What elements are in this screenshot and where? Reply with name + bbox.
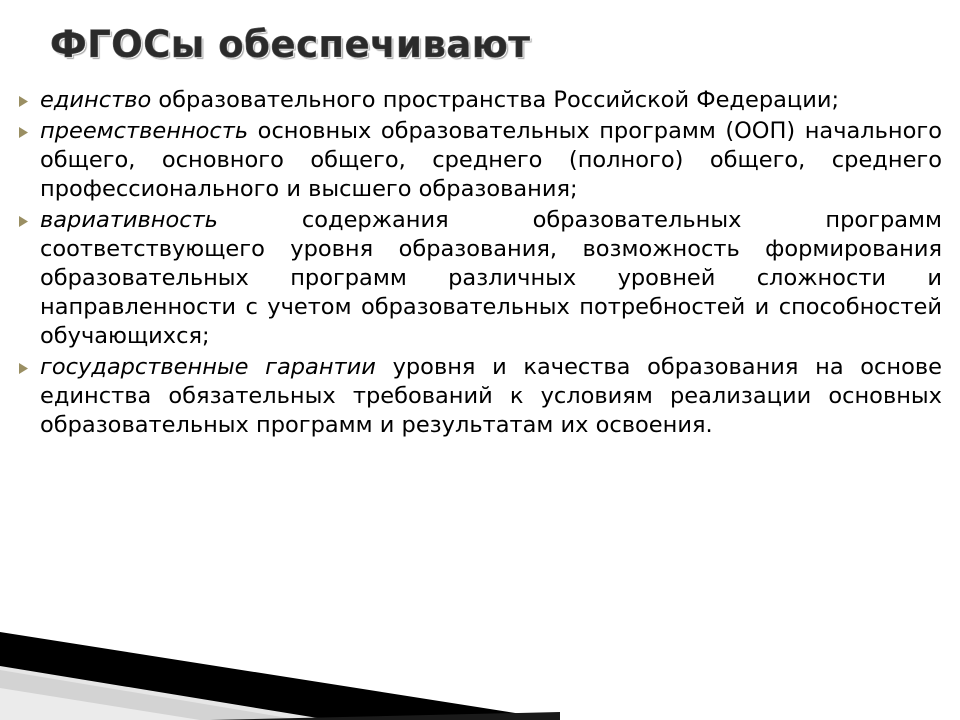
corner-decoration — [0, 570, 560, 720]
list-item-rest: уровня и качества образования на основе единства обязательных требований к условиям реализации основных образовательных программ и результатам их освоения. — [40, 354, 942, 439]
list-item-rest: содержания образовательных программ соответствующего уровня образования, возможность формирования образовательных программ различных уровней сложности и направленности с учетом образовательных потребностей и способностей обучающихся; — [40, 207, 942, 350]
triangle-bullet-icon — [18, 117, 40, 138]
list-item-text — [40, 206, 948, 351]
list-item-lead: преемственность — [40, 118, 249, 145]
bullet-list — [18, 86, 948, 442]
list-item-text — [40, 86, 948, 115]
list-item — [18, 353, 948, 440]
list-item-lead: государственные гарантии — [40, 354, 376, 381]
list-item-text — [40, 353, 948, 440]
list-item-lead: единство — [40, 87, 152, 113]
triangle-bullet-icon — [18, 206, 40, 227]
title-container — [50, 23, 920, 84]
list-item-rest: основных образовательных программ (ООП) начального общего, основного общего, среднего (полного) общего, среднего профессионального и высшего образования; — [40, 118, 942, 203]
list-item — [18, 86, 948, 115]
page-title: ФГОСы обеспечивают — [50, 23, 531, 66]
triangle-bullet-icon — [18, 353, 40, 374]
triangle-bullet-icon — [18, 86, 40, 107]
list-item — [18, 117, 948, 204]
list-item-text — [40, 117, 948, 204]
list-item-rest: образовательного пространства Российской Федерации; — [151, 87, 840, 113]
list-item-lead: вариативность — [40, 207, 218, 234]
list-item — [18, 206, 948, 351]
